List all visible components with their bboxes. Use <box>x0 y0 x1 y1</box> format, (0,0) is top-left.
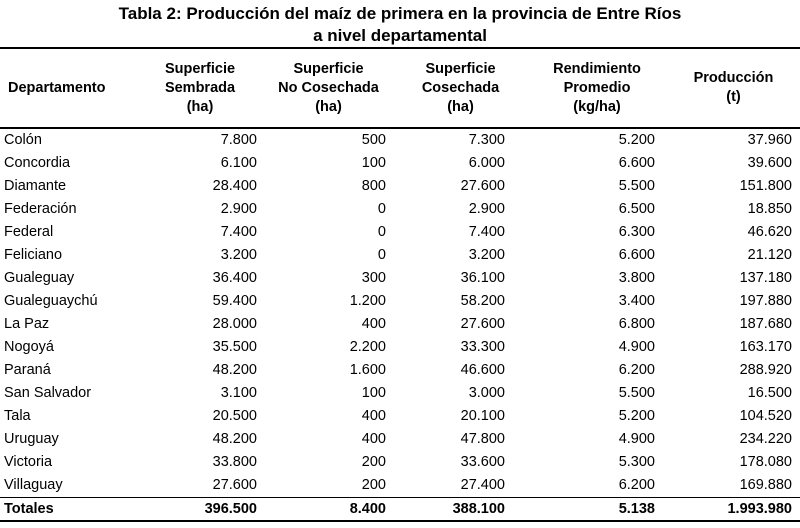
cell-superficie-cosechada: 7.400 <box>468 224 505 240</box>
cell-superficie-sembrada: 35.500 <box>212 339 257 355</box>
cell-superficie-sembrada: 6.100 <box>220 155 257 171</box>
table-row <box>0 382 800 405</box>
table-row <box>0 267 800 290</box>
cell-superficie-sembrada: 7.400 <box>220 224 257 240</box>
table-row <box>0 198 800 221</box>
cell-rendimiento-promedio: 6.600 <box>618 155 655 171</box>
table-footer <box>0 498 800 522</box>
cell-superficie-sembrada: 20.500 <box>212 408 257 424</box>
cell-departamento: San Salvador <box>4 385 92 401</box>
column-header-superficie-no-cosechada <box>263 48 394 128</box>
column-header-line: (t) <box>726 89 741 105</box>
total-superficie-sembrada: 396.500 <box>204 501 257 517</box>
cell-superficie-cosechada: 3.200 <box>468 247 505 263</box>
cell-departamento: Federación <box>4 201 77 217</box>
cell-superficie-no-cosechada: 200 <box>361 454 386 470</box>
cell-superficie-no-cosechada: 0 <box>377 201 386 217</box>
cell-superficie-cosechada: 27.400 <box>460 477 505 493</box>
production-table <box>0 47 800 522</box>
cell-produccion: 18.850 <box>747 201 792 217</box>
cell-departamento: Concordia <box>4 155 71 171</box>
cell-superficie-sembrada: 7.800 <box>220 132 257 148</box>
cell-departamento: La Paz <box>4 316 50 332</box>
cell-superficie-sembrada: 3.100 <box>220 385 257 401</box>
column-header-line: (kg/ha) <box>573 98 621 115</box>
column-header-line: (ha) <box>186 98 214 115</box>
cell-superficie-cosechada: 27.600 <box>460 178 505 194</box>
cell-superficie-sembrada: 48.200 <box>212 431 257 447</box>
cell-produccion: 197.880 <box>739 293 792 309</box>
column-header-line: Sembrada <box>164 79 236 96</box>
cell-produccion: 137.180 <box>739 270 792 286</box>
cell-rendimiento-promedio: 5.200 <box>618 132 655 148</box>
cell-departamento: Colón <box>4 132 42 148</box>
column-header-line: Producción <box>693 70 774 86</box>
column-header-line: (ha) <box>447 98 474 115</box>
table-row <box>0 405 800 428</box>
table-row <box>0 336 800 359</box>
cell-rendimiento-promedio: 3.400 <box>618 293 655 309</box>
cell-produccion: 151.800 <box>739 178 792 194</box>
cell-superficie-cosechada: 46.600 <box>460 362 505 378</box>
cell-produccion: 234.220 <box>739 431 792 447</box>
cell-superficie-sembrada: 2.900 <box>220 201 257 217</box>
cell-departamento: Gualeguay <box>4 270 75 286</box>
cell-departamento: Federal <box>4 224 54 240</box>
column-header-line: Superficie <box>164 60 236 77</box>
table-row <box>0 152 800 175</box>
table-row <box>0 428 800 451</box>
cell-produccion: 46.620 <box>747 224 792 240</box>
cell-rendimiento-promedio: 5.500 <box>618 178 655 194</box>
cell-rendimiento-promedio: 6.200 <box>618 477 655 493</box>
cell-produccion: 21.120 <box>747 247 792 263</box>
table-header <box>0 48 800 128</box>
cell-superficie-sembrada: 59.400 <box>212 293 257 309</box>
table-row <box>0 244 800 267</box>
table-row <box>0 221 800 244</box>
cell-superficie-sembrada: 27.600 <box>212 477 257 493</box>
cell-superficie-cosechada: 2.900 <box>468 201 505 217</box>
column-header-line: Superficie <box>293 60 364 77</box>
table-row <box>0 474 800 498</box>
cell-rendimiento-promedio: 6.500 <box>618 201 655 217</box>
cell-superficie-no-cosechada: 0 <box>377 224 386 240</box>
cell-superficie-cosechada: 7.300 <box>468 132 505 148</box>
cell-superficie-cosechada: 47.800 <box>460 431 505 447</box>
cell-superficie-cosechada: 6.000 <box>468 155 505 171</box>
cell-produccion: 169.880 <box>739 477 792 493</box>
column-header-line: Cosechada <box>421 79 500 96</box>
totals-row <box>0 498 800 522</box>
cell-produccion: 39.600 <box>747 155 792 171</box>
cell-rendimiento-promedio: 5.500 <box>618 385 655 401</box>
column-header-line: Promedio <box>563 79 631 96</box>
cell-departamento: Uruguay <box>4 431 59 447</box>
column-header-rendimiento-promedio <box>527 48 667 128</box>
table-title <box>0 0 800 47</box>
cell-superficie-cosechada: 27.600 <box>460 316 505 332</box>
cell-superficie-no-cosechada: 500 <box>361 132 386 148</box>
header-row <box>0 48 800 128</box>
total-superficie-cosechada: 388.100 <box>452 501 505 517</box>
cell-superficie-no-cosechada: 300 <box>361 270 386 286</box>
column-header-line: Rendimiento <box>553 60 641 77</box>
cell-produccion: 187.680 <box>739 316 792 332</box>
cell-rendimiento-promedio: 6.600 <box>618 247 655 263</box>
cell-rendimiento-promedio: 5.300 <box>618 454 655 470</box>
cell-superficie-no-cosechada: 100 <box>361 155 386 171</box>
cell-rendimiento-promedio: 6.300 <box>618 224 655 240</box>
total-departamento: Totales <box>4 501 54 517</box>
cell-produccion: 104.520 <box>739 408 792 424</box>
cell-rendimiento-promedio: 3.800 <box>618 270 655 286</box>
cell-rendimiento-promedio: 4.900 <box>618 431 655 447</box>
table-title-line-2: a nivel departamental <box>313 26 487 45</box>
cell-superficie-no-cosechada: 400 <box>361 408 386 424</box>
column-header-line: Departamento <box>8 79 106 96</box>
cell-superficie-cosechada: 3.000 <box>468 385 505 401</box>
column-header-superficie-sembrada <box>137 48 263 128</box>
table-row <box>0 290 800 313</box>
cell-superficie-cosechada: 58.200 <box>460 293 505 309</box>
cell-produccion: 163.170 <box>739 339 792 355</box>
table-title-line-1: Tabla 2: Producción del maíz de primera en la provincia de Entre Ríos <box>118 4 682 23</box>
cell-superficie-cosechada: 33.600 <box>460 454 505 470</box>
table-row <box>0 313 800 336</box>
cell-departamento: Paraná <box>4 362 51 378</box>
cell-superficie-no-cosechada: 2.200 <box>349 339 386 355</box>
cell-superficie-no-cosechada: 1.600 <box>349 362 386 378</box>
cell-superficie-cosechada: 33.300 <box>460 339 505 355</box>
cell-superficie-no-cosechada: 0 <box>377 247 386 263</box>
table-row <box>0 451 800 474</box>
cell-rendimiento-promedio: 4.900 <box>618 339 655 355</box>
cell-departamento: Diamante <box>4 178 67 194</box>
cell-superficie-no-cosechada: 400 <box>361 316 386 332</box>
cell-rendimiento-promedio: 5.200 <box>618 408 655 424</box>
cell-produccion: 178.080 <box>739 454 792 470</box>
cell-superficie-no-cosechada: 400 <box>361 431 386 447</box>
column-header-line: Superficie <box>425 60 496 77</box>
column-header-line: (ha) <box>315 98 342 115</box>
cell-superficie-sembrada: 28.000 <box>212 316 257 332</box>
table-row <box>0 359 800 382</box>
cell-superficie-sembrada: 3.200 <box>220 247 257 263</box>
cell-superficie-cosechada: 20.100 <box>460 408 505 424</box>
cell-departamento: Feliciano <box>4 247 63 263</box>
cell-superficie-sembrada: 33.800 <box>212 454 257 470</box>
cell-produccion: 16.500 <box>747 385 792 401</box>
cell-superficie-sembrada: 36.400 <box>212 270 257 286</box>
cell-superficie-no-cosechada: 800 <box>361 178 386 194</box>
cell-departamento: Gualeguaychú <box>4 293 98 309</box>
total-produccion: 1.993.980 <box>727 501 792 517</box>
cell-rendimiento-promedio: 6.800 <box>618 316 655 332</box>
cell-rendimiento-promedio: 6.200 <box>618 362 655 378</box>
cell-superficie-no-cosechada: 1.200 <box>349 293 386 309</box>
cell-produccion: 37.960 <box>747 132 792 148</box>
table-row <box>0 128 800 152</box>
cell-departamento: Tala <box>4 408 31 424</box>
column-header-produccion <box>667 48 800 128</box>
total-rendimiento-promedio: 5.138 <box>618 501 655 517</box>
table-body <box>0 128 800 498</box>
cell-departamento: Victoria <box>4 454 53 470</box>
cell-superficie-sembrada: 48.200 <box>212 362 257 378</box>
total-superficie-no-cosechada: 8.400 <box>349 501 386 517</box>
table-row <box>0 175 800 198</box>
cell-superficie-no-cosechada: 100 <box>361 385 386 401</box>
column-header-line: No Cosechada <box>278 79 379 96</box>
cell-departamento: Villaguay <box>4 477 63 493</box>
column-header-departamento <box>0 48 137 128</box>
column-header-superficie-cosechada <box>394 48 527 128</box>
cell-superficie-no-cosechada: 200 <box>361 477 386 493</box>
cell-produccion: 288.920 <box>739 362 792 378</box>
cell-departamento: Nogoyá <box>4 339 54 355</box>
cell-superficie-cosechada: 36.100 <box>460 270 505 286</box>
cell-superficie-sembrada: 28.400 <box>212 178 257 194</box>
